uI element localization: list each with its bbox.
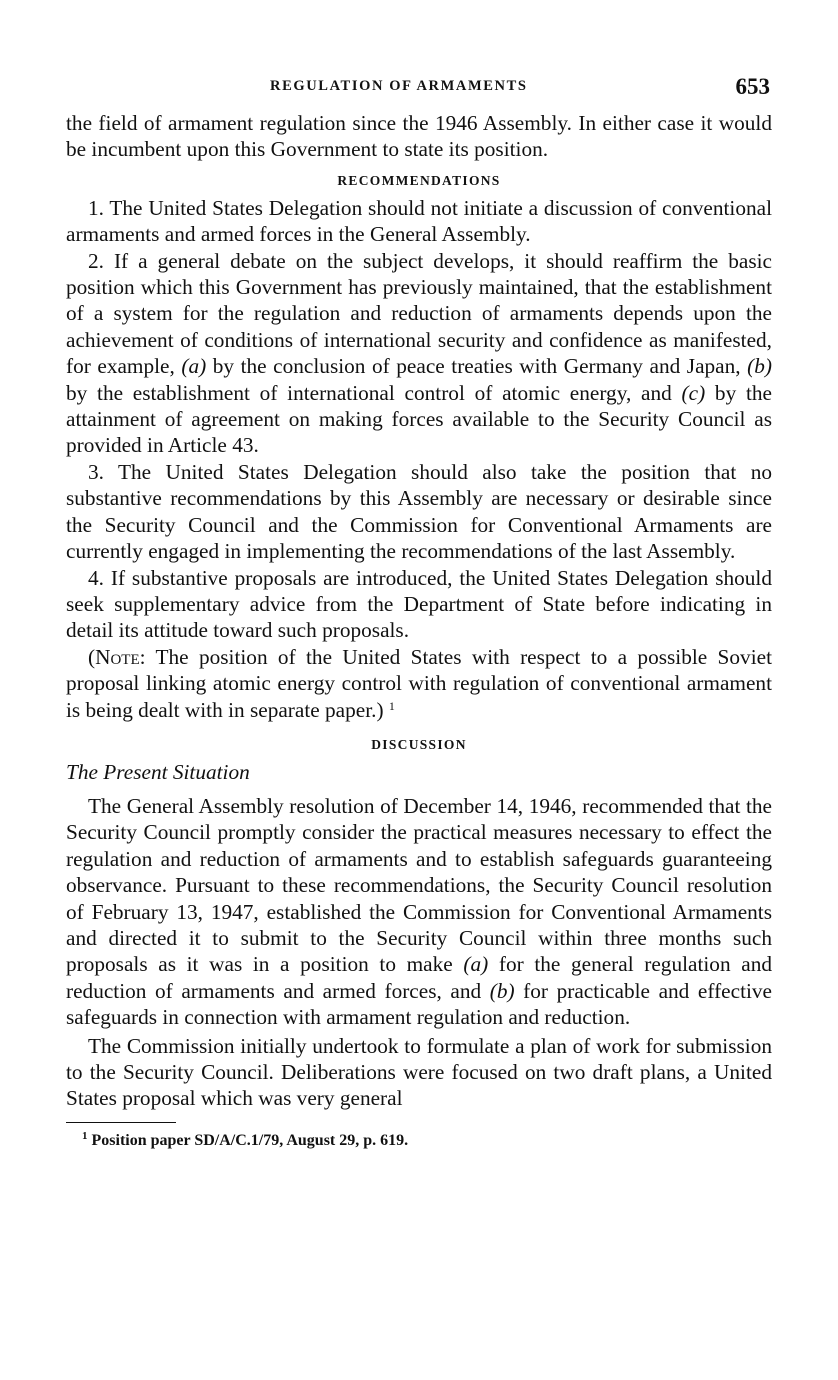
recommendation-2-text-b: by the conclusion of peace treaties with Germany and Japan, (206, 354, 748, 379)
discussion-subheading: The Present Situation (66, 759, 250, 784)
intro-paragraph: the field of armament regulation since the 1946 Assembly. In either case it would be incumbent upon this Government to state its position. (66, 111, 772, 162)
recommendation-2-marker-a: (a) (181, 354, 207, 379)
recommendation-2-marker-b: (b) (747, 354, 772, 379)
note-paragraph (66, 644, 772, 723)
discussion-paragraph-1-text-c: for practicable and effective safeguards in connection with armament regulation and reduction. (66, 978, 773, 1030)
discussion-paragraph-1 (66, 793, 772, 1031)
note-label: Note (95, 644, 140, 669)
recommendation-2-text-c: by the establishment of international control of atomic energy, and (66, 380, 682, 405)
recommendation-3: 3. The United States Delegation should also take the position that no substantive recommendations by this Assembly are necessary or desirable since the Security Council and the Commission for Conventional Armaments are currently engaged in implementing the recommendations of the last Assembly. (66, 459, 772, 564)
footnote-divider (66, 1122, 176, 1123)
recommendation-2 (66, 248, 772, 459)
recommendations-heading: RECOMMENDATIONS (337, 172, 501, 188)
footnote-marker: 1 (82, 1129, 88, 1142)
discussion-paragraph-1-marker-b: (b) (489, 978, 515, 1003)
document-page (66, 70, 772, 1151)
recommendation-1: 1. The United States Delegation should not initiate a discussion of conventional armaments and armed forces in the General Assembly. (66, 195, 772, 247)
recommendation-2-text-d: by the attainment of agreement on making forces available to the Security Council as provided in Article 43. (66, 380, 772, 458)
footnote (66, 1131, 772, 1151)
recommendation-2-text-a: 2. If a general debate on the subject develops, it should reaffirm the basic position which this Government has previously maintained, that the establishment of a system for the regulation and reduction of armaments depends upon the achievement of conditions of international security and confidence as manifested, for example, (66, 248, 772, 379)
footnote-text: Position paper SD/A/C.1/79, August 29, p. 619. (87, 1131, 409, 1149)
discussion-paragraph-2: The Commission initially undertook to formulate a plan of work for submission to the Security Council. Deliberations were focused on two draft plans, a United States proposal which was very general (66, 1033, 772, 1111)
note-open-paren: ( (88, 644, 96, 669)
running-header (66, 70, 772, 110)
recommendation-2-marker-c: (c) (681, 380, 706, 405)
running-title: REGULATION OF ARMAMENTS (270, 78, 528, 94)
discussion-paragraph-1-marker-a: (a) (463, 952, 489, 977)
footnote-reference: 1 (388, 698, 395, 713)
note-text: : The position of the United States with respect to a possible Soviet proposal linking atomic energy control with regulation of conventional armament is being dealt with in separate paper.) (66, 644, 772, 722)
discussion-paragraph-1-text-b: for the general regulation and reduction of armaments and armed forces, and (66, 952, 772, 1003)
discussion-heading: DISCUSSION (371, 736, 467, 752)
discussion-paragraph-1-text-a: The General Assembly resolution of December 14, 1946, recommended that the Security Council promptly consider the practical measures necessary to effect the regulation and reduction of armaments and to establish safeguards guaranteeing observance. Pursuant to these recommendations, the Security Council resolution of February 13, 1947, established the Commission for Conventional Armaments and directed it to submit to the Security Council within three months such proposals as it was in a position to make (66, 793, 772, 977)
page-number: 653 (735, 74, 770, 99)
recommendation-4: 4. If substantive proposals are introduced, the United States Delegation should seek supplementary advice from the Department of State before indicating in detail its attitude toward such proposals. (66, 565, 772, 643)
